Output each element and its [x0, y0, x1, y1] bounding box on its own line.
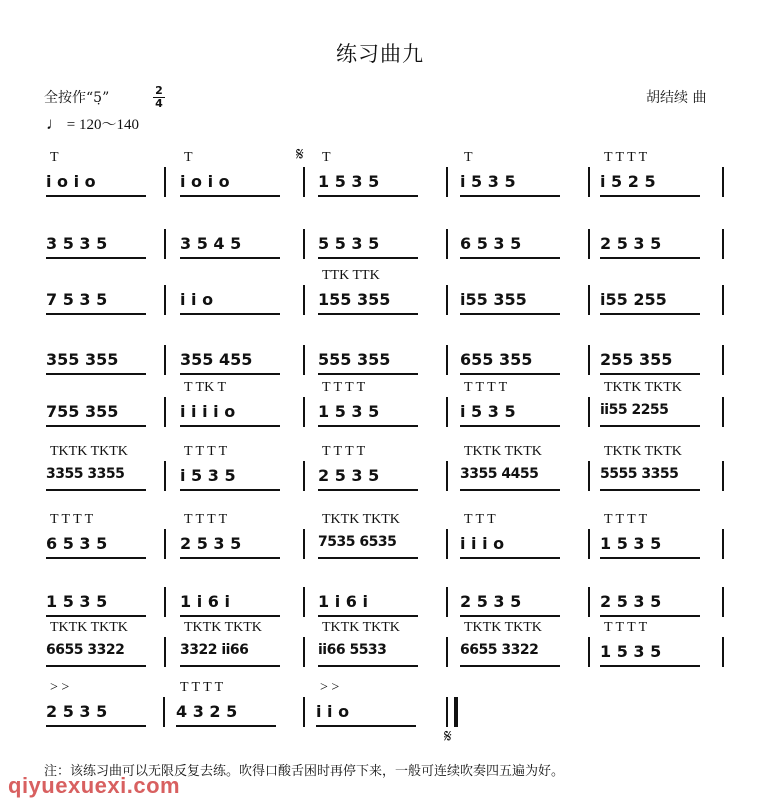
- measure-notes: ii66 5533: [318, 642, 387, 658]
- underline-beam: [318, 425, 418, 427]
- barline: [303, 587, 305, 617]
- measure-notes: 1 5 3 5: [600, 534, 662, 553]
- measure-notes: 2 5 3 5: [600, 592, 662, 611]
- underline-beam: [600, 425, 700, 427]
- underline-beam: [600, 257, 700, 259]
- underline-beam: [460, 313, 560, 315]
- underline-beam: [180, 373, 280, 375]
- underline-beam: [180, 557, 280, 559]
- barline: [303, 697, 305, 727]
- underline-beam: [318, 313, 418, 315]
- barline: [303, 229, 305, 259]
- measure-notes: 4 3 2 5: [176, 702, 238, 721]
- score-system: [0, 144, 760, 214]
- articulation-marks: T: [464, 150, 473, 165]
- underline-beam: [180, 313, 280, 315]
- barline: [446, 529, 448, 559]
- underline-beam: [318, 615, 418, 617]
- underline-beam: [318, 489, 418, 491]
- measure-notes: i55 255: [600, 290, 667, 309]
- measure-notes: i 5 3 5: [460, 402, 516, 421]
- underline-beam: [460, 373, 560, 375]
- barline: [446, 285, 448, 315]
- barline: [588, 587, 590, 617]
- articulation-marks: T T T T: [322, 444, 366, 459]
- score-system: [0, 212, 760, 276]
- measure-notes: 1 5 3 5: [600, 642, 662, 661]
- underline-beam: [46, 615, 146, 617]
- measure-notes: 355 355: [46, 350, 119, 369]
- underline-beam: [318, 195, 418, 197]
- measure-notes: 555 355: [318, 350, 391, 369]
- underline-beam: [460, 615, 560, 617]
- measure-notes: 2 5 3 5: [46, 702, 108, 721]
- barline: [722, 461, 724, 491]
- articulation-marks: T T T T: [604, 620, 648, 635]
- measure-notes: i 5 3 5: [180, 466, 236, 485]
- articulation-marks: T T T T: [322, 380, 366, 395]
- barline: [446, 461, 448, 491]
- articulation-marks: T T T T: [604, 512, 648, 527]
- measure-notes: 1 i 6 i: [318, 592, 368, 611]
- barline: [722, 285, 724, 315]
- tempo-marking: [46, 113, 139, 134]
- score-system: [0, 680, 760, 747]
- tempo-text: = 120～140: [66, 117, 139, 133]
- score-system: [0, 268, 760, 332]
- barline: [303, 285, 305, 315]
- measure-notes: i o i o: [180, 172, 230, 191]
- articulation-marks: > >: [50, 680, 70, 695]
- barline: [588, 345, 590, 375]
- barline: [164, 167, 166, 197]
- measure-notes: 2 5 3 5: [600, 234, 662, 253]
- time-signature-bottom: 4: [155, 97, 163, 110]
- barline: [722, 587, 724, 617]
- underline-beam: [318, 373, 418, 375]
- measure-notes: 3 5 4 5: [180, 234, 242, 253]
- measure-notes: 6655 3322: [46, 642, 125, 658]
- footnote: 注：该练习曲可以无限反复去练。吹得口酸舌困时再停下来，一般可连续吹奏四五遍为好。: [44, 764, 565, 779]
- measure-notes: 1 5 3 5: [318, 402, 380, 421]
- barline: [164, 637, 166, 667]
- measure-notes: 3 5 3 5: [46, 234, 108, 253]
- articulation-marks: TKTK TKTK: [322, 620, 400, 635]
- articulation-marks: T: [322, 150, 331, 165]
- measure-notes: i i o: [180, 290, 214, 309]
- underline-beam: [46, 257, 146, 259]
- measure-notes: i i o: [316, 702, 350, 721]
- articulation-marks: TKTK TKTK: [184, 620, 262, 635]
- measure-notes: 655 355: [460, 350, 533, 369]
- underline-beam: [46, 195, 146, 197]
- articulation-marks: TKTK TKTK: [50, 620, 128, 635]
- barline: [446, 167, 448, 197]
- quarter-note-icon: ♩: [46, 114, 63, 133]
- segno-icon: 𝄋: [444, 726, 452, 747]
- underline-beam: [318, 665, 418, 667]
- barline: [163, 697, 165, 727]
- composer-credit: 胡结续 曲: [646, 90, 707, 106]
- barline: [722, 229, 724, 259]
- articulation-marks: TKTK TKTK: [464, 444, 542, 459]
- underline-beam: [460, 557, 560, 559]
- barline: [303, 529, 305, 559]
- barline: [164, 345, 166, 375]
- barline: [722, 345, 724, 375]
- articulation-marks: T T T T: [464, 380, 508, 395]
- measure-notes: 7 5 3 5: [46, 290, 108, 309]
- measure-notes: i i i o: [460, 534, 505, 553]
- articulation-marks: > >: [320, 680, 340, 695]
- barline: [446, 397, 448, 427]
- articulation-marks: T T T T: [180, 680, 224, 695]
- barline: [446, 345, 448, 375]
- measure-notes: 6655 3322: [460, 642, 539, 658]
- measure-notes: 2 5 3 5: [318, 466, 380, 485]
- barline: [588, 397, 590, 427]
- barline: [303, 461, 305, 491]
- underline-beam: [180, 615, 280, 617]
- underline-beam: [460, 425, 560, 427]
- barline: [722, 529, 724, 559]
- barline: [588, 229, 590, 259]
- measure-notes: 3322 ii66: [180, 642, 249, 658]
- segno-icon: 𝄋: [296, 144, 304, 165]
- underline-beam: [600, 195, 700, 197]
- underline-beam: [180, 425, 280, 427]
- barline: [446, 637, 448, 667]
- measure-notes: i 5 2 5: [600, 172, 656, 191]
- score-system: [0, 380, 760, 444]
- articulation-marks: T TK T: [184, 380, 227, 395]
- measure-notes: i o i o: [46, 172, 96, 191]
- measure-notes: 1 i 6 i: [180, 592, 230, 611]
- final-barline: [446, 697, 458, 727]
- underline-beam: [600, 313, 700, 315]
- barline: [588, 529, 590, 559]
- barline: [446, 229, 448, 259]
- underline-beam: [180, 665, 280, 667]
- barline: [164, 587, 166, 617]
- measure-notes: 2 5 3 5: [180, 534, 242, 553]
- underline-beam: [460, 195, 560, 197]
- measure-notes: 3355 3355: [46, 466, 125, 482]
- measure-notes: 5555 3355: [600, 466, 679, 482]
- articulation-marks: TKTK TKTK: [604, 380, 682, 395]
- articulation-marks: TKTK TKTK: [604, 444, 682, 459]
- barline: [164, 229, 166, 259]
- underline-beam: [46, 489, 146, 491]
- barline: [303, 397, 305, 427]
- barline: [722, 637, 724, 667]
- underline-beam: [460, 257, 560, 259]
- underline-beam: [46, 557, 146, 559]
- time-signature-top: 2: [155, 84, 163, 97]
- underline-beam: [600, 373, 700, 375]
- measure-notes: 3355 4455: [460, 466, 539, 482]
- underline-beam: [46, 425, 146, 427]
- barline: [164, 285, 166, 315]
- underline-beam: [46, 373, 146, 375]
- articulation-marks: T T T T: [184, 444, 228, 459]
- articulation-marks: T: [184, 150, 193, 165]
- underline-beam: [600, 665, 700, 667]
- barline: [164, 461, 166, 491]
- underline-beam: [600, 489, 700, 491]
- articulation-marks: T: [50, 150, 59, 165]
- measure-notes: 1 5 3 5: [318, 172, 380, 191]
- articulation-marks: TKTK TKTK: [50, 444, 128, 459]
- underline-beam: [46, 313, 146, 315]
- measure-notes: 255 355: [600, 350, 673, 369]
- measure-notes: i i i i o: [180, 402, 236, 421]
- measure-notes: i 5 3 5: [460, 172, 516, 191]
- barline: [303, 345, 305, 375]
- barline: [588, 461, 590, 491]
- measure-notes: 5 5 3 5: [318, 234, 380, 253]
- articulation-marks: T T T T: [50, 512, 94, 527]
- score-system: [0, 620, 760, 684]
- articulation-marks: T T T T: [184, 512, 228, 527]
- underline-beam: [318, 557, 418, 559]
- measure-notes: i55 355: [460, 290, 527, 309]
- measure-notes: 7535 6535: [318, 534, 397, 550]
- barline: [588, 167, 590, 197]
- measure-notes: 1 5 3 5: [46, 592, 108, 611]
- barline: [588, 285, 590, 315]
- page-title: 练习曲九: [336, 42, 424, 66]
- articulation-marks: T T T T: [604, 150, 648, 165]
- barline: [446, 587, 448, 617]
- time-signature: [153, 86, 165, 109]
- measure-notes: ii55 2255: [600, 402, 669, 418]
- key-signature: 全按作“5̣”: [44, 90, 110, 106]
- barline: [722, 397, 724, 427]
- underline-beam: [180, 257, 280, 259]
- underline-beam: [600, 615, 700, 617]
- barline: [303, 167, 305, 197]
- measure-notes: 6 5 3 5: [46, 534, 108, 553]
- underline-beam: [46, 665, 146, 667]
- underline-beam: [600, 557, 700, 559]
- measure-notes: 355 455: [180, 350, 253, 369]
- score-system: [0, 444, 760, 508]
- underline-beam: [46, 725, 146, 727]
- articulation-marks: TTK TTK: [322, 268, 380, 283]
- measure-notes: 2 5 3 5: [460, 592, 522, 611]
- underline-beam: [180, 195, 280, 197]
- barline: [588, 637, 590, 667]
- barline: [722, 167, 724, 197]
- measure-notes: 6 5 3 5: [460, 234, 522, 253]
- underline-beam: [460, 489, 560, 491]
- underline-beam: [180, 489, 280, 491]
- watermark: qiyuexuexi.com: [8, 773, 181, 798]
- underline-beam: [176, 725, 276, 727]
- articulation-marks: T T T: [464, 512, 496, 527]
- measure-notes: 155 355: [318, 290, 391, 309]
- barline: [303, 637, 305, 667]
- underline-beam: [460, 665, 560, 667]
- articulation-marks: TKTK TKTK: [464, 620, 542, 635]
- measure-notes: 755 355: [46, 402, 119, 421]
- barline: [164, 397, 166, 427]
- articulation-marks: TKTK TKTK: [322, 512, 400, 527]
- underline-beam: [318, 257, 418, 259]
- underline-beam: [316, 725, 416, 727]
- score-system: [0, 512, 760, 576]
- barline: [164, 529, 166, 559]
